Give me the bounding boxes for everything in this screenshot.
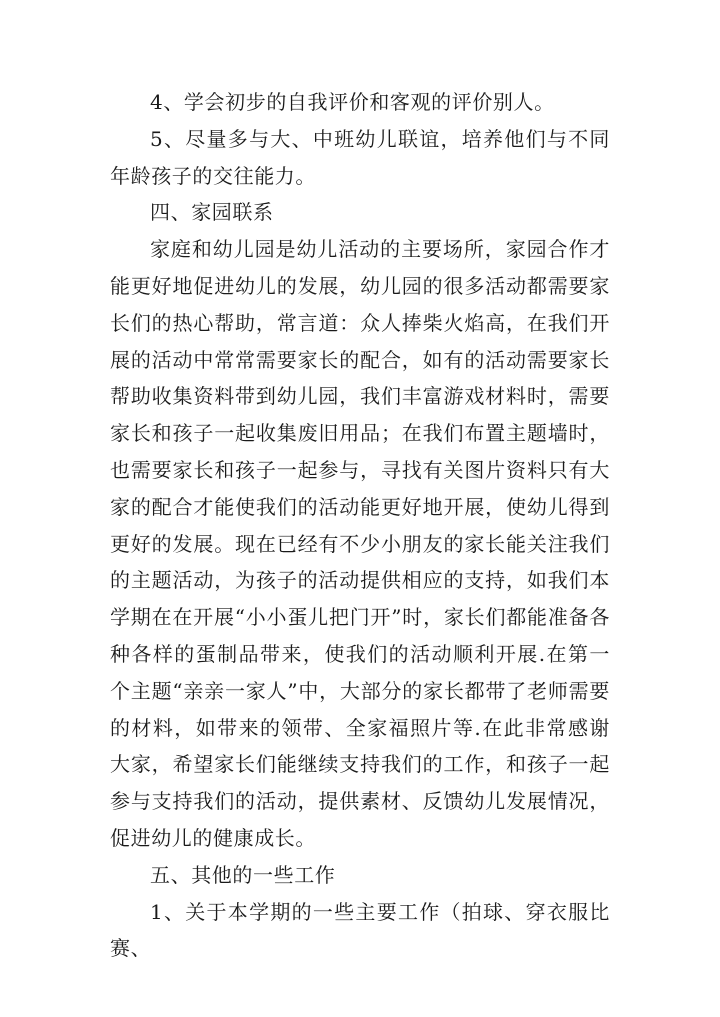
- section-heading-other-work: 五、其他的一些工作: [150, 862, 336, 887]
- list-item-class-friendship: 5、尽量多与大、中班幼儿联谊，培养他们与不同年龄孩子的交往能力。: [110, 126, 610, 188]
- list-item-main-work: 1、关于本学期的一些主要工作（拍球、穿衣服比赛、: [110, 899, 610, 961]
- body-paragraph-home-school: 家庭和幼儿园是幼儿活动的主要场所，家园合作才能更好地促进幼儿的发展，幼儿园的很多活动都需要家长们的热心帮助，常言道：众人捧柴火焰高，在我们开展的活动中常常需要家长的配合，如有的活动需要家长帮助收集资料带到幼儿园，我们丰富游戏材料时，需要家长和孩子一起收集废旧用品；在我们布置主题墙时，也需要家长和孩子一起参与，寻找有关图片资料只有大家的配合才能使我们的活动能更好地开展，使幼儿得到更好的发展。现在已经有不少小朋友的家长能关注我们的主题活动，为孩子的活动提供相应的支持，如我们本学期在在开展“小小蛋儿把门开”时，家长们都能准备各种各样的蛋制品带来，使我们的活动顺利开展.在第一个主题“亲亲一家人”中，大部分的家长都带了老师需要的材料，如带来的领带、全家福照片等.在此非常感谢大家，希望家长们能继续支持我们的工作，和孩子一起参与支持我们的活动，提供素材、反馈幼儿发展情况，促进幼儿的健康成长。: [110, 237, 610, 850]
- list-item-self-evaluation: 4、学会初步的自我评价和客观的评价别人。: [150, 90, 555, 114]
- section-heading-home-school: 四、家园联系: [150, 200, 274, 225]
- document-body: [110, 84, 610, 967]
